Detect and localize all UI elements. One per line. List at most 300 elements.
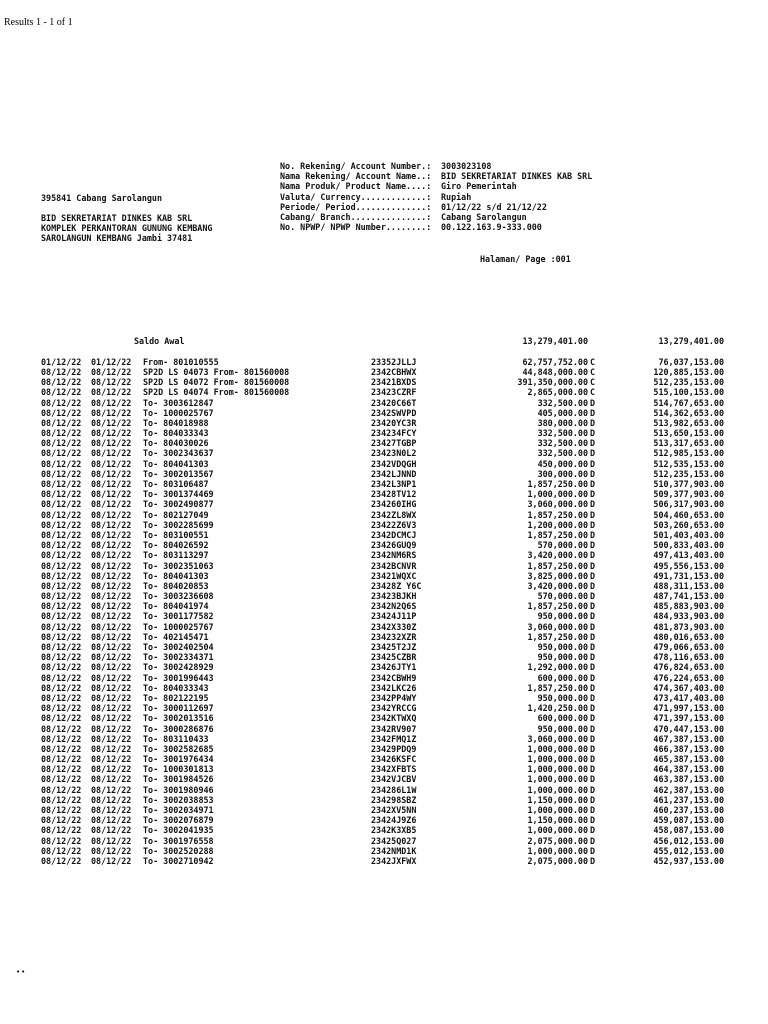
transaction-date: 08/12/22 xyxy=(41,733,82,744)
transaction-row xyxy=(0,357,768,367)
running-balance: 452,937,153.00 xyxy=(653,855,724,866)
transaction-row xyxy=(0,591,768,601)
transaction-amount: 1,000,000.00 xyxy=(527,489,588,500)
transaction-reference: 2342DCMCJ xyxy=(371,529,417,540)
transaction-description: To- 804041303 xyxy=(143,458,209,469)
transaction-reference: 234286L1W xyxy=(371,784,417,795)
transaction-row xyxy=(0,734,768,744)
transaction-amount: 405,000.00 xyxy=(537,407,588,418)
transaction-description: To- 3001976434 xyxy=(143,754,214,765)
transaction-date: 08/12/22 xyxy=(41,845,82,856)
value-date: 08/12/22 xyxy=(91,723,132,734)
transaction-description: To- 3002013516 xyxy=(143,713,214,724)
account-info-value: Cabang Sarolangun xyxy=(441,211,527,222)
value-date: 08/12/22 xyxy=(91,672,132,683)
running-balance: 509,377,903.00 xyxy=(653,489,724,500)
value-date: 08/12/22 xyxy=(91,805,132,816)
transaction-description: SP2D LS 04074 From- 801560008 xyxy=(143,387,290,398)
value-date: 08/12/22 xyxy=(91,377,132,388)
transaction-description: To- 3002582685 xyxy=(143,743,214,754)
transaction-amount: 1,150,000.00 xyxy=(527,815,588,826)
value-date: 08/12/22 xyxy=(91,652,132,663)
debit-credit-flag: D xyxy=(590,417,596,428)
running-balance: 465,387,153.00 xyxy=(653,754,724,765)
transaction-date: 01/12/22 xyxy=(41,356,82,367)
transaction-amount: 1,150,000.00 xyxy=(527,794,588,805)
transaction-reference: 234232XZR xyxy=(371,631,417,642)
transaction-description: To- 804033343 xyxy=(143,428,209,439)
running-balance: 514,362,653.00 xyxy=(653,407,724,418)
transaction-reference: 23420YC3R xyxy=(371,417,417,428)
transaction-date: 08/12/22 xyxy=(41,387,82,398)
transaction-amount: 1,857,250.00 xyxy=(527,601,588,612)
running-balance: 488,311,153.00 xyxy=(653,580,724,591)
transaction-amount: 1,857,250.00 xyxy=(527,560,588,571)
transaction-row xyxy=(0,703,768,713)
debit-credit-flag: D xyxy=(590,458,596,469)
transaction-description: To- 3002038853 xyxy=(143,794,214,805)
transaction-date: 08/12/22 xyxy=(41,448,82,459)
debit-credit-flag: D xyxy=(590,805,596,816)
transaction-description: To- 803110433 xyxy=(143,733,209,744)
transaction-description: To- 3002351063 xyxy=(143,560,214,571)
transaction-date: 08/12/22 xyxy=(41,428,82,439)
transaction-date: 08/12/22 xyxy=(41,784,82,795)
transaction-description: To- 3001984526 xyxy=(143,774,214,785)
transaction-reference: 2342NMD1K xyxy=(371,845,417,856)
value-date: 08/12/22 xyxy=(91,387,132,398)
account-info-row xyxy=(280,181,592,191)
transaction-row xyxy=(0,754,768,764)
account-info-value: 3003023108 xyxy=(441,161,492,171)
address-line: BID SEKRETARIAT DINKES KAB SRL xyxy=(41,213,193,223)
transaction-amount: 570,000.00 xyxy=(537,591,588,602)
transaction-row xyxy=(0,856,768,866)
transaction-row xyxy=(0,642,768,652)
transaction-description: To- 3001374469 xyxy=(143,489,214,500)
transaction-date: 08/12/22 xyxy=(41,417,82,428)
transaction-reference: 23426KSFC xyxy=(371,754,417,765)
transaction-reference: 23424J9Z6 xyxy=(371,815,417,826)
transaction-row xyxy=(0,673,768,683)
transaction-reference: 2342CBHWX xyxy=(371,366,417,377)
debit-credit-flag: D xyxy=(590,723,596,734)
debit-credit-flag: D xyxy=(590,825,596,836)
account-info-row xyxy=(280,222,592,232)
transaction-amount: 332,500.00 xyxy=(537,428,588,439)
value-date: 08/12/22 xyxy=(91,642,132,653)
transaction-reference: 234298SBZ xyxy=(371,794,417,805)
running-balance: 491,731,153.00 xyxy=(653,570,724,581)
transaction-date: 08/12/22 xyxy=(41,529,82,540)
transaction-description: To- 803113297 xyxy=(143,550,209,561)
transaction-amount: 3,060,000.00 xyxy=(527,621,588,632)
running-balance: 504,460,653.00 xyxy=(653,509,724,520)
transaction-description: To- 3001980946 xyxy=(143,784,214,795)
value-date: 08/12/22 xyxy=(91,774,132,785)
transaction-row xyxy=(0,418,768,428)
running-balance: 464,387,153.00 xyxy=(653,764,724,775)
account-info-value: Rupiah xyxy=(441,191,472,202)
transaction-description: To- 3001177582 xyxy=(143,611,214,622)
transaction-description: To- 3003236608 xyxy=(143,591,214,602)
value-date: 08/12/22 xyxy=(91,448,132,459)
running-balance: 485,883,903.00 xyxy=(653,601,724,612)
transaction-reference: 2342BCNVR xyxy=(371,560,417,571)
transaction-row xyxy=(0,825,768,835)
running-balance: 120,885,153.00 xyxy=(653,366,724,377)
value-date: 08/12/22 xyxy=(91,570,132,581)
debit-credit-flag: D xyxy=(590,540,596,551)
debit-credit-flag: D xyxy=(590,529,596,540)
account-info-label: Nama Produk/ Product Name....: xyxy=(280,181,432,192)
transaction-amount: 600,000.00 xyxy=(537,672,588,683)
transaction-reference: 23425Q027 xyxy=(371,835,417,846)
transaction-amount: 950,000.00 xyxy=(537,723,588,734)
transaction-description: To- 3002428929 xyxy=(143,662,214,673)
debit-credit-flag: D xyxy=(590,468,596,479)
transaction-reference: 23426JTY1 xyxy=(371,662,417,673)
value-date: 08/12/22 xyxy=(91,438,132,449)
transaction-amount: 600,000.00 xyxy=(537,713,588,724)
transaction-date: 08/12/22 xyxy=(41,794,82,805)
transaction-reference: 2342FMQ1Z xyxy=(371,733,417,744)
transaction-date: 08/12/22 xyxy=(41,509,82,520)
account-info-row xyxy=(280,212,592,222)
transaction-description: From- 801010555 xyxy=(143,356,219,367)
transaction-date: 08/12/22 xyxy=(41,468,82,479)
transaction-reference: 2342L3NP1 xyxy=(371,479,417,490)
transaction-date: 08/12/22 xyxy=(41,570,82,581)
transaction-row xyxy=(0,764,768,774)
running-balance: 458,087,153.00 xyxy=(653,825,724,836)
debit-credit-flag: D xyxy=(590,835,596,846)
value-date: 08/12/22 xyxy=(91,397,132,408)
transaction-date: 08/12/22 xyxy=(41,743,82,754)
transaction-date: 08/12/22 xyxy=(41,774,82,785)
transaction-row xyxy=(0,774,768,784)
running-balance: 473,417,403.00 xyxy=(653,692,724,703)
value-date: 08/12/22 xyxy=(91,815,132,826)
transaction-amount: 1,000,000.00 xyxy=(527,845,588,856)
transaction-description: To- 3002343637 xyxy=(143,448,214,459)
debit-credit-flag: D xyxy=(590,713,596,724)
results-count: Results 1 - 1 of 1 xyxy=(4,17,73,28)
transaction-description: To- 3002034971 xyxy=(143,805,214,816)
account-info-label: No. NPWP/ NPWP Number........: xyxy=(280,222,432,233)
transaction-amount: 450,000.00 xyxy=(537,458,588,469)
value-date: 08/12/22 xyxy=(91,417,132,428)
transaction-description: To- 3001976558 xyxy=(143,835,214,846)
debit-credit-flag: D xyxy=(590,794,596,805)
value-date: 08/12/22 xyxy=(91,682,132,693)
value-date: 08/12/22 xyxy=(91,540,132,551)
value-date: 08/12/22 xyxy=(91,366,132,377)
account-info-row xyxy=(280,192,592,202)
transaction-amount: 1,000,000.00 xyxy=(527,784,588,795)
transaction-description: To- 1000025767 xyxy=(143,407,214,418)
transaction-date: 08/12/22 xyxy=(41,407,82,418)
transaction-row xyxy=(0,836,768,846)
transaction-reference: 23424J11P xyxy=(371,611,417,622)
transaction-amount: 300,000.00 xyxy=(537,468,588,479)
transaction-date: 08/12/22 xyxy=(41,519,82,530)
transaction-date: 08/12/22 xyxy=(41,479,82,490)
transaction-reference: 2342SWVPD xyxy=(371,407,417,418)
transaction-amount: 950,000.00 xyxy=(537,642,588,653)
transaction-amount: 332,500.00 xyxy=(537,397,588,408)
debit-credit-flag: D xyxy=(590,591,596,602)
transaction-date: 08/12/22 xyxy=(41,764,82,775)
transaction-description: To- 3002013567 xyxy=(143,468,214,479)
transaction-description: SP2D LS 04073 From- 801560008 xyxy=(143,366,290,377)
transaction-row xyxy=(0,662,768,672)
value-date: 08/12/22 xyxy=(91,611,132,622)
running-balance: 460,237,153.00 xyxy=(653,805,724,816)
transaction-date: 08/12/22 xyxy=(41,489,82,500)
debit-credit-flag: C xyxy=(590,366,596,377)
running-balance: 503,260,653.00 xyxy=(653,519,724,530)
opening-balance-row xyxy=(0,336,768,346)
transaction-description: To- 3002520288 xyxy=(143,845,214,856)
address-line: SAROLANGUN KEMBANG Jambi 37481 xyxy=(41,233,193,244)
running-balance: 481,873,903.00 xyxy=(653,621,724,632)
transaction-reference: 2342CBWH9 xyxy=(371,672,417,683)
debit-credit-flag: C xyxy=(590,377,596,388)
transaction-row xyxy=(0,367,768,377)
transaction-reference: 23421WQXC xyxy=(371,570,417,581)
transaction-description: To- 402145471 xyxy=(143,631,209,642)
transaction-reference: 234260IHG xyxy=(371,499,417,510)
transaction-row xyxy=(0,510,768,520)
transaction-reference: 2342X330Z xyxy=(371,621,417,632)
transaction-reference: 2342JXFWX xyxy=(371,855,417,866)
transaction-row xyxy=(0,540,768,550)
account-holder-address xyxy=(41,213,212,244)
running-balance: 467,387,153.00 xyxy=(653,733,724,744)
transaction-description: To- 803106487 xyxy=(143,479,209,490)
account-info-row xyxy=(280,161,592,171)
transaction-row xyxy=(0,408,768,418)
transaction-date: 08/12/22 xyxy=(41,754,82,765)
value-date: 08/12/22 xyxy=(91,591,132,602)
value-date: 08/12/22 xyxy=(91,662,132,673)
transaction-row xyxy=(0,581,768,591)
debit-credit-flag: D xyxy=(590,621,596,632)
transaction-amount: 1,200,000.00 xyxy=(527,519,588,530)
account-info-value: BID SEKRETARIAT DINKES KAB SRL xyxy=(441,171,593,182)
transaction-reference: 2342LJNND xyxy=(371,468,417,479)
branch-line: 395841 Cabang Sarolangun xyxy=(41,193,163,203)
transaction-amount: 62,757,752.00 xyxy=(522,356,588,367)
debit-credit-flag: D xyxy=(590,489,596,500)
value-date: 01/12/22 xyxy=(91,356,132,367)
debit-credit-flag: D xyxy=(590,580,596,591)
opening-balance-label: Saldo Awal xyxy=(134,336,185,347)
transaction-date: 08/12/22 xyxy=(41,723,82,734)
transaction-date: 08/12/22 xyxy=(41,560,82,571)
transaction-amount: 1,857,250.00 xyxy=(527,479,588,490)
transaction-reference: 23422Z6V3 xyxy=(371,519,417,530)
debit-credit-flag: D xyxy=(590,682,596,693)
transaction-date: 08/12/22 xyxy=(41,825,82,836)
transaction-reference: 23423N0L2 xyxy=(371,448,417,459)
value-date: 08/12/22 xyxy=(91,428,132,439)
debit-credit-flag: D xyxy=(590,672,596,683)
transaction-amount: 1,292,000.00 xyxy=(527,662,588,673)
value-date: 08/12/22 xyxy=(91,479,132,490)
running-balance: 512,535,153.00 xyxy=(653,458,724,469)
transaction-description: To- 804041303 xyxy=(143,570,209,581)
transaction-row xyxy=(0,805,768,815)
debit-credit-flag: D xyxy=(590,703,596,714)
transaction-row xyxy=(0,785,768,795)
transaction-row xyxy=(0,571,768,581)
debit-credit-flag: D xyxy=(590,631,596,642)
value-date: 08/12/22 xyxy=(91,509,132,520)
transaction-date: 08/12/22 xyxy=(41,611,82,622)
transaction-row xyxy=(0,469,768,479)
debit-credit-flag: D xyxy=(590,754,596,765)
transaction-reference: 2342XV5NN xyxy=(371,805,417,816)
running-balance: 512,985,153.00 xyxy=(653,448,724,459)
transaction-row xyxy=(0,713,768,723)
transaction-reference: 23420C66T xyxy=(371,397,417,408)
running-balance: 462,387,153.00 xyxy=(653,784,724,795)
value-date: 08/12/22 xyxy=(91,855,132,866)
debit-credit-flag: D xyxy=(590,438,596,449)
transaction-row xyxy=(0,611,768,621)
running-balance: 510,377,903.00 xyxy=(653,479,724,490)
transaction-description: To- 3002334371 xyxy=(143,652,214,663)
transaction-amount: 3,060,000.00 xyxy=(527,733,588,744)
debit-credit-flag: D xyxy=(590,642,596,653)
transaction-date: 08/12/22 xyxy=(41,815,82,826)
transaction-amount: 2,075,000.00 xyxy=(527,855,588,866)
transaction-row xyxy=(0,438,768,448)
transaction-amount: 391,350,000.00 xyxy=(517,377,588,388)
transaction-amount: 570,000.00 xyxy=(537,540,588,551)
debit-credit-flag: D xyxy=(590,519,596,530)
debit-credit-flag: D xyxy=(590,845,596,856)
transaction-reference: 2342KTWXQ xyxy=(371,713,417,724)
transaction-description: To- 802122195 xyxy=(143,692,209,703)
transaction-date: 08/12/22 xyxy=(41,550,82,561)
running-balance: 470,447,153.00 xyxy=(653,723,724,734)
transaction-row xyxy=(0,459,768,469)
debit-credit-flag: D xyxy=(590,784,596,795)
account-info-value: 00.122.163.9-333.000 xyxy=(441,222,542,233)
account-info-label: Periode/ Period..............: xyxy=(280,201,432,212)
transaction-amount: 332,500.00 xyxy=(537,448,588,459)
running-balance: 495,556,153.00 xyxy=(653,560,724,571)
debit-credit-flag: D xyxy=(590,397,596,408)
value-date: 08/12/22 xyxy=(91,458,132,469)
transaction-amount: 1,857,250.00 xyxy=(527,509,588,520)
transaction-row xyxy=(0,561,768,571)
transaction-row xyxy=(0,815,768,825)
account-info-value: Giro Pemerintah xyxy=(441,181,517,192)
debit-credit-flag: D xyxy=(590,774,596,785)
transaction-date: 08/12/22 xyxy=(41,458,82,469)
transaction-description: To- 1000025767 xyxy=(143,621,214,632)
value-date: 08/12/22 xyxy=(91,499,132,510)
account-info-row xyxy=(280,171,592,181)
account-info-row xyxy=(280,202,592,212)
running-balance: 476,224,653.00 xyxy=(653,672,724,683)
transaction-row xyxy=(0,693,768,703)
account-info-label: Valuta/ Currency.............: xyxy=(280,191,432,202)
transaction-amount: 332,500.00 xyxy=(537,438,588,449)
value-date: 08/12/22 xyxy=(91,560,132,571)
transaction-date: 08/12/22 xyxy=(41,591,82,602)
transaction-reference: 2342RV907 xyxy=(371,723,417,734)
transaction-date: 08/12/22 xyxy=(41,652,82,663)
transaction-date: 08/12/22 xyxy=(41,662,82,673)
value-date: 08/12/22 xyxy=(91,835,132,846)
transaction-date: 08/12/22 xyxy=(41,601,82,612)
debit-credit-flag: D xyxy=(590,499,596,510)
transaction-amount: 44,848,000.00 xyxy=(522,366,588,377)
transaction-description: To- 3002490877 xyxy=(143,499,214,510)
value-date: 08/12/22 xyxy=(91,754,132,765)
address-line: KOMPLEK PERKANTORAN GUNUNG KEMBANG xyxy=(41,223,213,234)
transaction-row xyxy=(0,683,768,693)
transaction-amount: 1,000,000.00 xyxy=(527,805,588,816)
running-balance: 471,997,153.00 xyxy=(653,703,724,714)
running-balance: 497,413,403.00 xyxy=(653,550,724,561)
value-date: 08/12/22 xyxy=(91,601,132,612)
value-date: 08/12/22 xyxy=(91,784,132,795)
transaction-reference: 23428Z Y6C xyxy=(371,580,422,591)
running-balance: 515,100,153.00 xyxy=(653,387,724,398)
debit-credit-flag: D xyxy=(590,479,596,490)
transaction-reference: 2342ZL8WX xyxy=(371,509,417,520)
transaction-reference: 23428TV12 xyxy=(371,489,417,500)
transaction-description: SP2D LS 04072 From- 801560008 xyxy=(143,377,290,388)
transaction-date: 08/12/22 xyxy=(41,805,82,816)
transaction-amount: 1,420,250.00 xyxy=(527,703,588,714)
transaction-reference: 23429PDQ9 xyxy=(371,743,417,754)
page-number: Halaman/ Page :001 xyxy=(480,254,571,264)
debit-credit-flag: D xyxy=(590,662,596,673)
transaction-amount: 1,000,000.00 xyxy=(527,825,588,836)
transaction-date: 08/12/22 xyxy=(41,499,82,510)
debit-credit-flag: D xyxy=(590,601,596,612)
running-balance: 456,012,153.00 xyxy=(653,835,724,846)
value-date: 08/12/22 xyxy=(91,794,132,805)
transaction-description: To- 3002402504 xyxy=(143,642,214,653)
transaction-amount: 1,000,000.00 xyxy=(527,774,588,785)
transaction-row xyxy=(0,448,768,458)
running-balance: 513,982,653.00 xyxy=(653,417,724,428)
debit-credit-flag: C xyxy=(590,356,596,367)
running-balance: 466,387,153.00 xyxy=(653,743,724,754)
transaction-row xyxy=(0,601,768,611)
value-date: 08/12/22 xyxy=(91,733,132,744)
transaction-date: 08/12/22 xyxy=(41,672,82,683)
transaction-description: To- 3002076879 xyxy=(143,815,214,826)
debit-credit-flag: D xyxy=(590,550,596,561)
transaction-amount: 380,000.00 xyxy=(537,417,588,428)
transaction-description: To- 802127049 xyxy=(143,509,209,520)
transaction-reference: 2342YRCCG xyxy=(371,703,417,714)
transaction-reference: 23425T2JZ xyxy=(371,642,417,653)
transaction-reference: 2342VJCBV xyxy=(371,774,417,785)
value-date: 08/12/22 xyxy=(91,529,132,540)
debit-credit-flag: D xyxy=(590,570,596,581)
transaction-reference: 23421BXDS xyxy=(371,377,417,388)
